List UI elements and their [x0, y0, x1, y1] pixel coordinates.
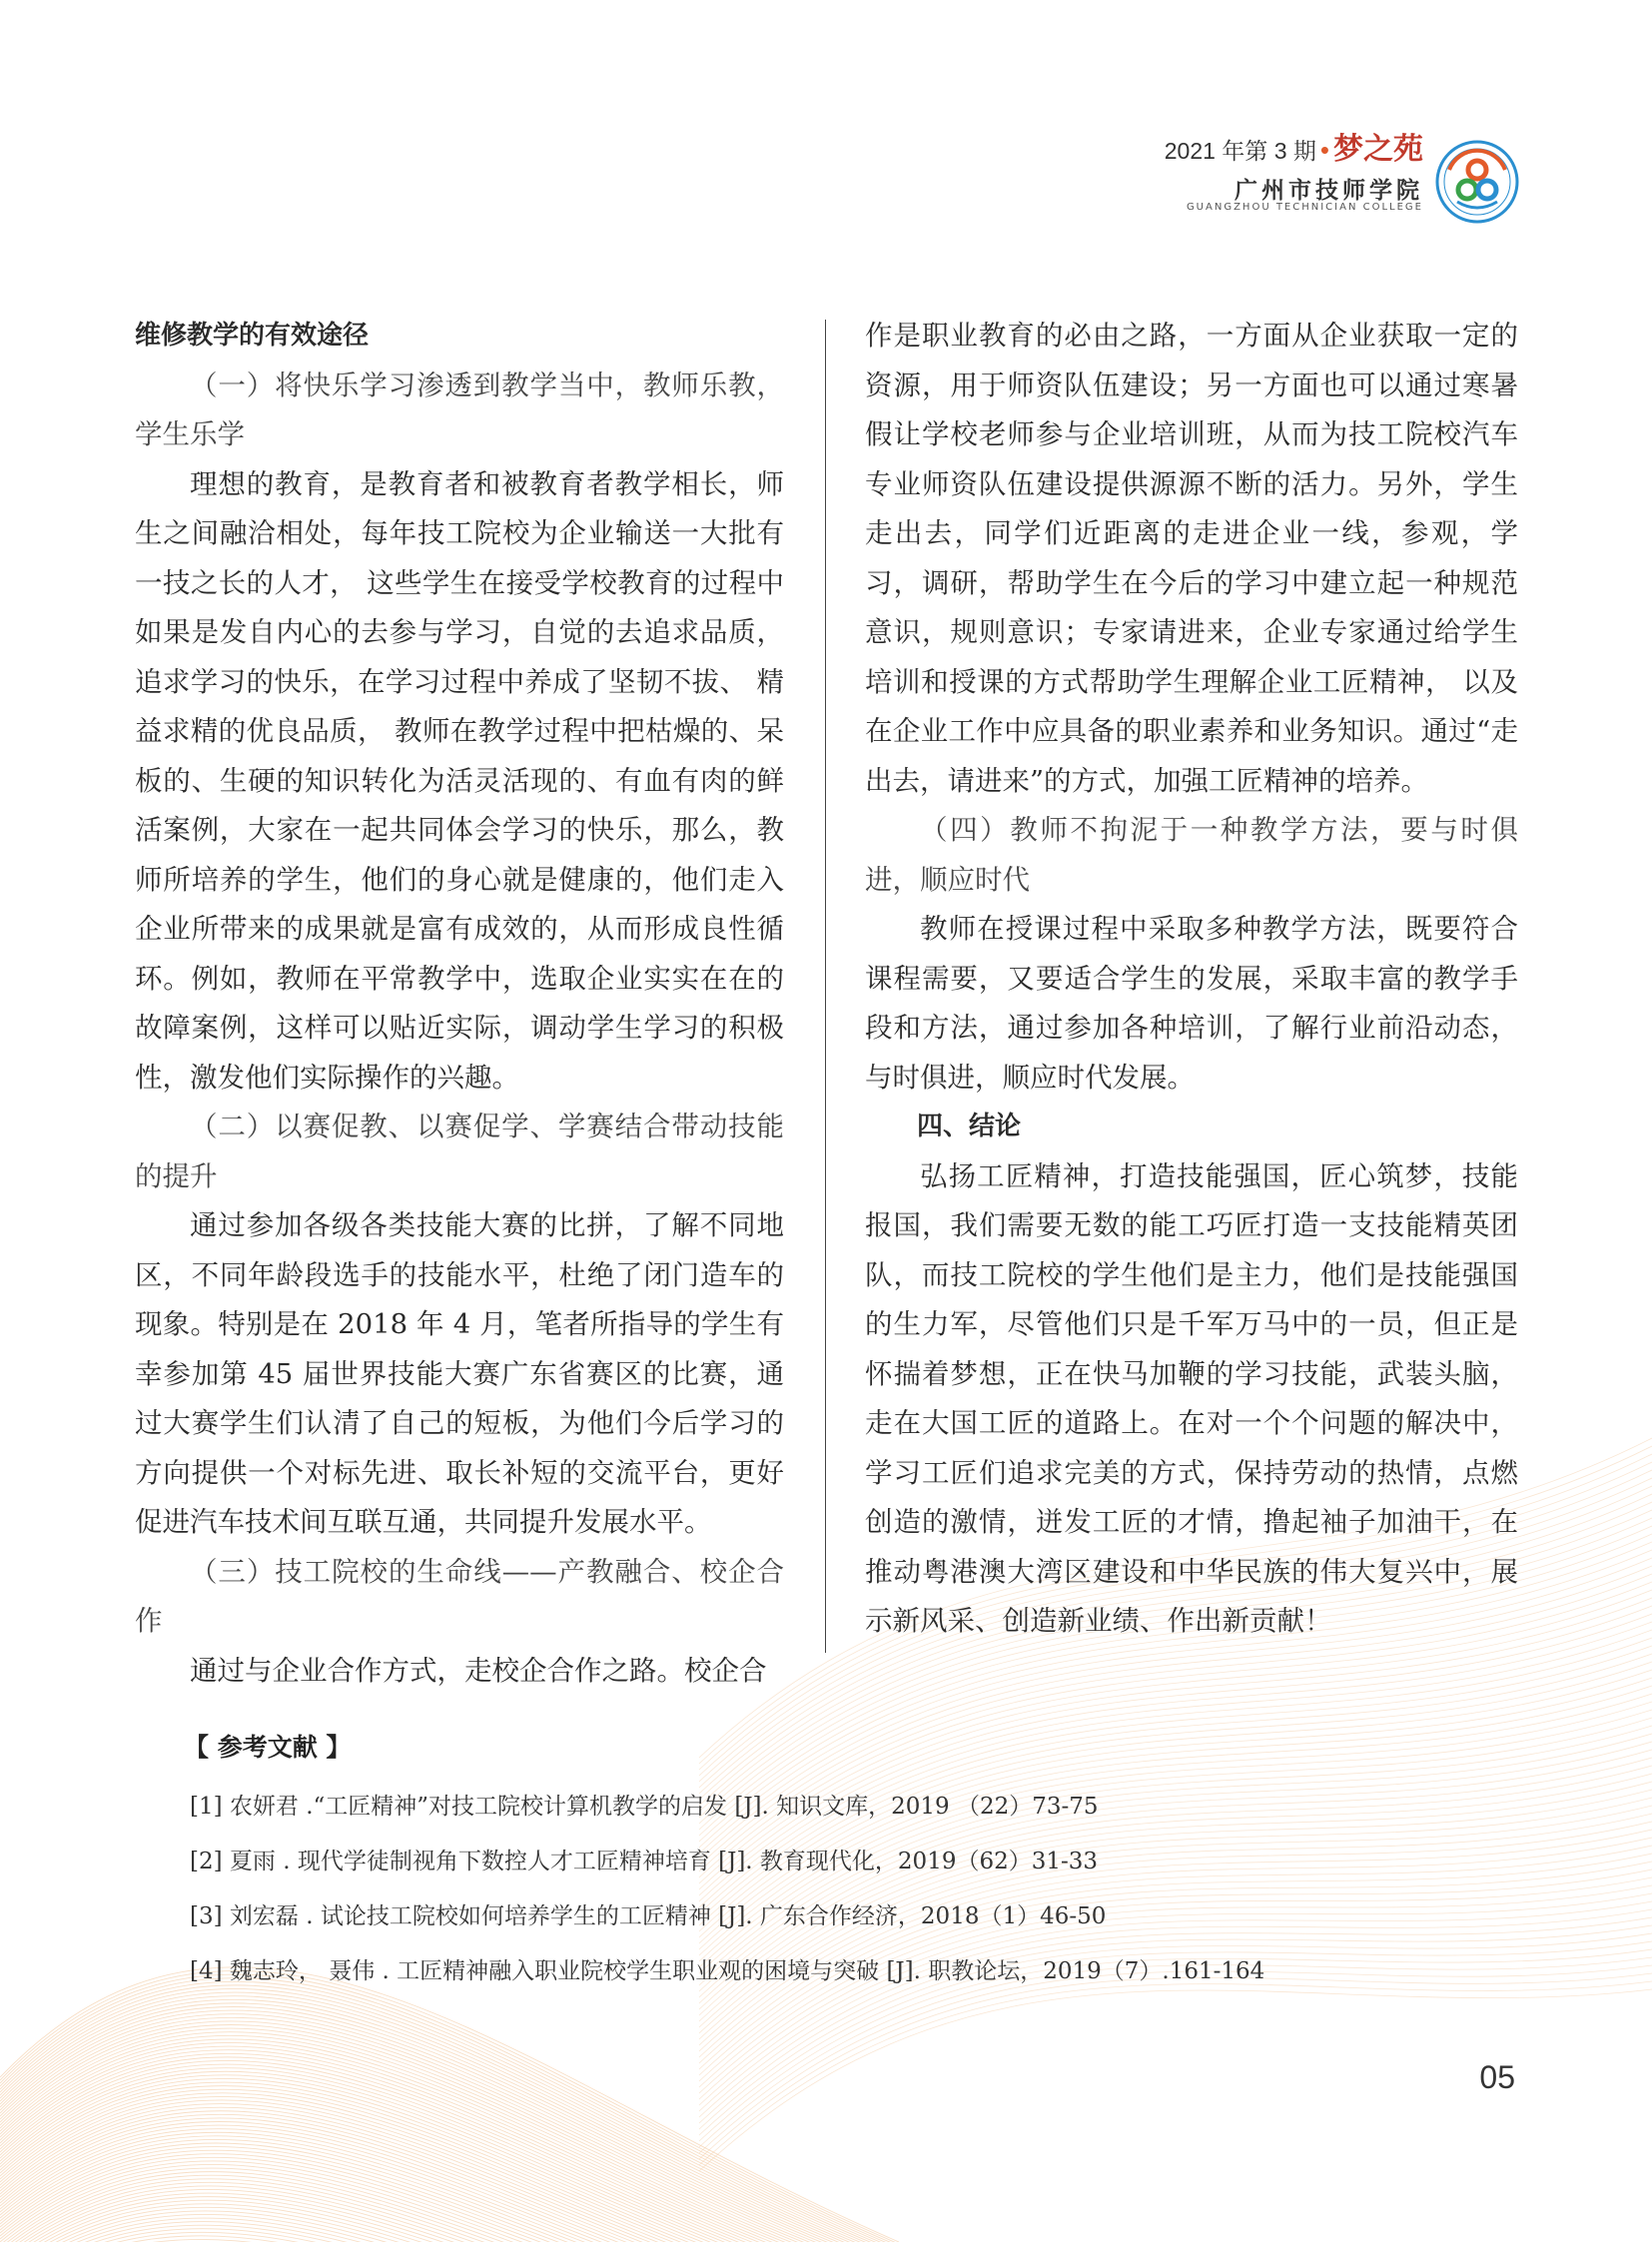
- left-column: [135, 312, 784, 1696]
- paragraph-1: 理想的教育，是教育者和被教育者教学相长，师生之间融洽相处，每年技工院校为企业输送一大批有一技之长的人才， 这些学生在接受学校教育的过程中如果是发自内心的去参与学习，自觉的去追求品质，追求学习的快乐，在学习过程中养成了坚韧不拔、 精益求精的优良品质， 教师在教学过程中把枯燥的、呆板的、生硬的知识转化为活灵活现的、有血有肉的鲜活案例，大家在一起共同体会学习的快乐，那么，教师所培养的学生，他们的身心就是健康的，他们走入企业所带来的成果就是富有成效的，从而形成良性循环。例如，教师在平常教学中，选取企业实实在在的故障案例，这样可以贴近实际，调动学生学习的积极性，激发他们实际操作的兴趣。: [135, 467, 784, 1094]
- paragraph-3: 通过与企业合作方式，走校企合作之路。校企合: [190, 1654, 767, 1687]
- subheading-1: （一）将快乐学习渗透到教学当中，教师乐教，学生乐学: [135, 369, 784, 450]
- college-name-en: GUANGZHOU TECHNICIAN COLLEGE: [1186, 202, 1423, 213]
- page-number: 05: [1479, 2059, 1515, 2095]
- page-header: [1040, 132, 1519, 222]
- right-column: [865, 312, 1518, 1647]
- issue-label: 2021 年第 3 期: [1164, 138, 1316, 164]
- paragraph-5: 弘扬工匠精神，打造技能强国，匠心筑梦，技能报国，我们需要无数的能工巧匠打造一支技能精英团队，而技工院校的学生他们是主力，他们是技能强国的生力军，尽管他们只是千军万马中的一员，但正是怀揣着梦想，正在快马加鞭的学习技能，武装头脑，走在大国工匠的道路上。在对一个个问题的解决中，学习工匠们追求完美的方式，保持劳动的热情，点燃创造的激情，迸发工匠的才情，撸起袖子加油干，在推动粤港澳大湾区建设和中华民族的伟大复兴中，展示新风采、创造新业绩、作出新贡献！: [865, 1159, 1518, 1637]
- magazine-title: 梦之苑: [1333, 132, 1423, 167]
- section-heading-conclusion: 四、结论: [917, 1112, 1022, 1141]
- paragraph-3-continued: 作是职业教育的必由之路，一方面从企业获取一定的资源，用于师资队伍建设；另一方面也可以通过寒暑假让学校老师参与企业培训班，从而为技工院校汽车专业师资队伍建设提供源源不断的活力。另外，学生走出去，同学们近距离的走进企业一线，参观，学习，调研，帮助学生在今后的学习中建立起一种规范意识，规则意识；专家请进来，企业专家通过给学生培训和授课的方式帮助学生理解企业工匠精神， 以及在企业工作中应具备的职业素养和业务知识。通过“走出去，请进来”的方式，加强工匠精神的培养。: [865, 320, 1518, 797]
- college-name-cn: 广州市技师学院: [1235, 178, 1423, 204]
- reference-item: [3] 刘宏磊 . 试论技工院校如何培养学生的工匠精神 [J]. 广东合作经济，2018（1）46-50: [190, 1903, 1107, 1929]
- issue-line: [1165, 132, 1423, 170]
- reference-item: [2] 夏雨 . 现代学徒制视角下数控人才工匠精神培育 [J]. 教育现代化，2019（62）31-33: [190, 1849, 1099, 1874]
- column-divider: [825, 320, 826, 1653]
- paragraph-2: 通过参加各级各类技能大赛的比拼，了解不同地区，不同年龄段选手的技能水平，杜绝了闭门造车的现象。特别是在 2018 年 4 月，笔者所指导的学生有幸参加第 45 届世界技能大赛广东省赛区的比赛，通过大赛学生们认清了自己的短板，为他们今后学习的方向提供一个对标先进、取长补短的交流平台，更好促进汽车技术间互联互通，共同提升发展水平。: [135, 1209, 784, 1538]
- separator-dot-icon: •: [1319, 135, 1329, 165]
- references-section: [184, 1728, 1518, 1999]
- college-logo-icon: [1435, 140, 1519, 224]
- paragraph-4: 教师在授课过程中采取多种教学方法，既要符合课程需要，又要适合学生的发展，采取丰富的教学手段和方法，通过参加各种培训，了解行业前沿动态，与时俱进，顺应时代发展。: [865, 913, 1518, 1094]
- subheading-3: （三）技工院校的生命线——产教融合、校企合作: [135, 1555, 784, 1637]
- references-title: 【 参考文献 】: [184, 1733, 352, 1762]
- section-heading-continued: 维修教学的有效途径: [135, 321, 370, 351]
- reference-item: [1] 农妍君 .“工匠精神”对技工院校计算机教学的启发 [J]. 知识文库，2019 （22）73-75: [190, 1794, 1099, 1820]
- subheading-4: （四）教师不拘泥于一种教学方法，要与时俱进，顺应时代: [865, 814, 1518, 896]
- subheading-2: （二）以赛促教、以赛促学、学赛结合带动技能的提升: [135, 1111, 784, 1192]
- reference-item: [4] 魏志玲， 聂伟 . 工匠精神融入职业院校学生职业观的困境与突破 [J]. 职教论坛，2019（7）.161-164: [190, 1958, 1265, 1984]
